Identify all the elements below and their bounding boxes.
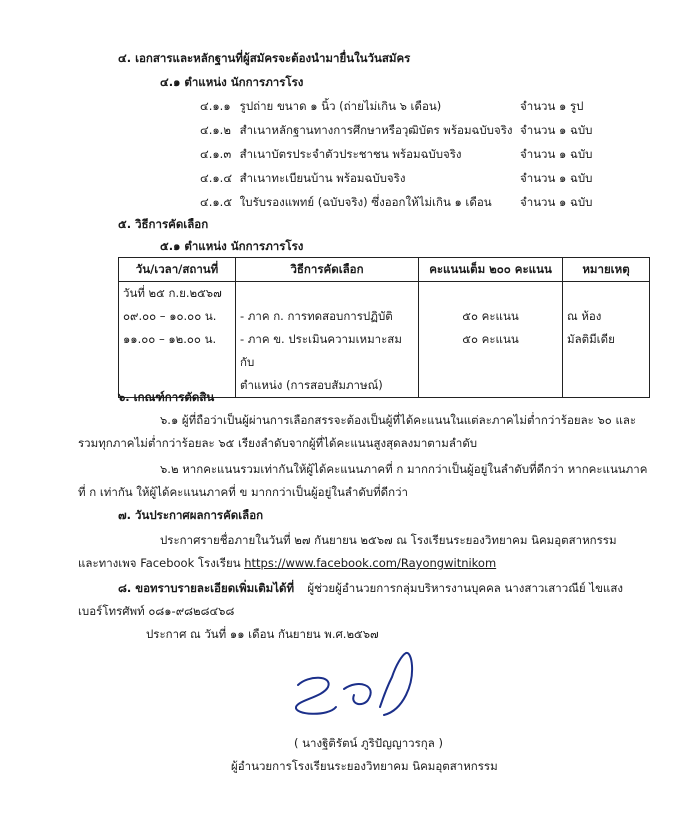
doc-item-text: ใบรับรองแพทย์ (ฉบับจริง) ซึ่งออกให้ไม่เกิน ๑ เดือน [239, 195, 492, 209]
doc-item-1 [200, 98, 441, 116]
doc-item-code: ๔.๑.๓ [200, 147, 232, 161]
table-cell-method [236, 282, 419, 398]
announce-prefix: และทางเพจ Facebook โรงเรียน [78, 556, 245, 570]
criteria-6-2-line2: ที่ ก เท่ากัน ให้ผู้ได้คะแนนภาคที่ ข มากกว่าเป็นผู้อยู่ในลำดับที่ดีกว่า [78, 485, 409, 499]
table-header-cell: คะแนนเต็ม ๒๐๐ คะแนน [419, 258, 563, 282]
contact-phone: เบอร์โทรศัพท์ ๐๘๑-๙๘๒๘๔๖๘ [78, 604, 235, 618]
doc-item-code: ๔.๑.๔ [200, 171, 233, 185]
criteria-6-1-line2: รวมทุกภาคไม่ต่ำกว่าร้อยละ ๖๕ เรียงลำดับจากผู้ที่ได้คะแนนสูงสุดลงมาตามลำดับ [78, 436, 478, 450]
exam-time-2: ๑๑.๐๐ – ๑๒.๐๐ น. [123, 332, 217, 346]
doc-item-text: สำเนาทะเบียนบ้าน พร้อมฉบับจริง [239, 171, 406, 185]
doc-item-code: ๔.๑.๑ [200, 99, 231, 113]
doc-item-text: รูปถ่าย ขนาด ๑ นิ้ว (ถ่ายไม่เกิน ๖ เดือน) [239, 99, 442, 113]
doc-item-text: สำเนาบัตรประจำตัวประชาชน พร้อมฉบับจริง [239, 147, 462, 161]
table-header-cell: หมายเหตุ [563, 258, 650, 282]
exam-date: วันที่ ๒๕ ก.ย.๒๕๖๗ [123, 286, 222, 300]
doc-item-code: ๔.๑.๕ [200, 195, 233, 209]
score-part-a: ๕๐ คะแนน [462, 309, 519, 323]
section-8-line [118, 580, 623, 598]
section-5-title: ๕. วิธีการคัดเลือก [118, 217, 209, 231]
announce-line2 [78, 555, 496, 573]
method-part-b-cont: ตำแหน่ง (การสอบสัมภาษณ์) [240, 378, 383, 392]
doc-item-text: สำเนาหลักฐานทางการศึกษาหรือวุฒิบัตร พร้อมฉบับจริง [239, 123, 513, 137]
doc-item-qty: จำนวน ๑ ฉบับ [520, 195, 593, 209]
method-part-a: - ภาค ก. การทดสอบการปฏิบัติ [240, 309, 393, 323]
doc-item-qty: จำนวน ๑ รูป [520, 99, 584, 113]
doc-item-code: ๔.๑.๒ [200, 123, 231, 137]
section-6-title: ๖. เกณฑ์การตัดสิน [118, 390, 215, 404]
signer-title: ผู้อำนวยการโรงเรียนระยองวิทยาคม นิคมอุตสาหกรรม [231, 759, 498, 773]
table-cell-note [563, 282, 650, 398]
announce-line1: ประกาศรายชื่อภายในวันที่ ๒๗ กันยายน ๒๕๖๗ ณ โรงเรียนระยองวิทยาคม นิคมอุตสาหกรรม [160, 533, 617, 547]
table-cell-datetime [119, 282, 236, 398]
signer-name: ( นางฐิติรัตน์ ภูริปัญญาวรกุล ) [294, 736, 443, 750]
doc-item-qty: จำนวน ๑ ฉบับ [520, 147, 593, 161]
section-4-title: ๔. เอกสารและหลักฐานที่ผู้สมัครจะต้องนำมายื่นในวันสมัคร [118, 51, 411, 65]
section-8-title: ๘. ขอทราบรายละเอียดเพิ่มเติมได้ที่ [118, 581, 295, 595]
section-7-title: ๗. วันประกาศผลการคัดเลือก [118, 508, 264, 522]
facebook-link[interactable]: https://www.facebook.com/Rayongwitnikom [244, 556, 497, 570]
criteria-6-2-line1: ๖.๒ หากคะแนนรวมเท่ากันให้ผู้ได้คะแนนภาคที่ ก มากกว่าเป็นผู้อยู่ในลำดับที่ดีกว่า หากคะแนนภาค [160, 462, 648, 476]
selection-table [118, 257, 650, 398]
doc-item-qty: จำนวน ๑ ฉบับ [520, 171, 593, 185]
doc-item-3 [200, 146, 462, 164]
exam-time-1: ๐๙.๐๐ – ๑๐.๐๐ น. [123, 309, 217, 323]
score-part-b: ๕๐ คะแนน [462, 332, 519, 346]
doc-item-5 [200, 194, 492, 212]
table-row [119, 282, 650, 398]
doc-item-4 [200, 170, 405, 188]
doc-item-qty: จำนวน ๑ ฉบับ [520, 123, 593, 137]
section-5-subtitle: ๕.๑ ตำแหน่ง นักการภารโรง [160, 239, 304, 253]
signature-image [288, 645, 428, 725]
table-header-cell: วิธีการคัดเลือก [236, 258, 419, 282]
contact-person: ผู้ช่วยผู้อำนวยการกลุ่มบริหารงานบุคคล นางสาวเสาวณีย์ ไขแสง [307, 581, 623, 595]
doc-item-2 [200, 122, 513, 140]
method-part-b: - ภาค ข. ประเมินความเหมาะสมกับ [240, 332, 402, 369]
table-cell-score [419, 282, 563, 398]
table-header-row [119, 258, 650, 282]
announce-date: ประกาศ ณ วันที่ ๑๑ เดือน กันยายน พ.ศ.๒๕๖๗ [146, 627, 379, 641]
section-4-subtitle: ๔.๑ ตำแหน่ง นักการภารโรง [160, 75, 304, 89]
criteria-6-1-line1: ๖.๑ ผู้ที่ถือว่าเป็นผู้ผ่านการเลือกสรรจะต้องเป็นผู้ที่ได้คะแนนในแต่ละภาคไม่ต่ำกว่าร้อยละ ๖๐ และ [160, 413, 637, 427]
table-header-cell: วัน/เวลา/สถานที่ [119, 258, 236, 282]
note-location: ณ ห้องมัลติมีเดีย [567, 309, 615, 346]
